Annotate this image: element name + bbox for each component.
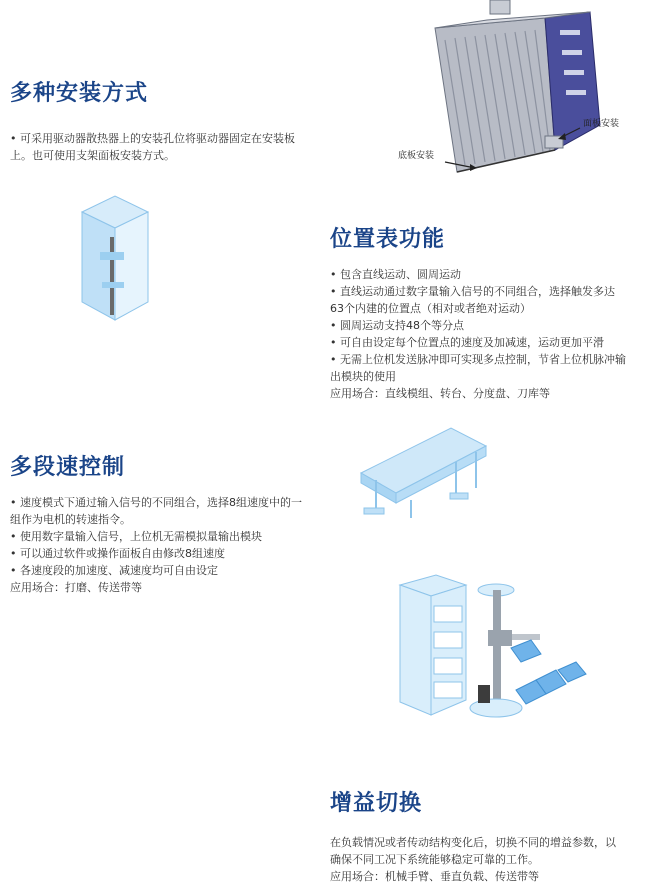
- text-line: 应用场合：直线模组、转台、分度盘、刀库等: [330, 387, 550, 400]
- text-line: • 包含直线运动、圆周运动: [330, 268, 461, 281]
- section-title-gain-switching: 增益切换: [330, 791, 423, 816]
- section-body-gain-switching: [330, 834, 652, 885]
- text-line: 应用场合：机械手臂、垂直负载、传送带等: [330, 870, 539, 883]
- robot-arm-stacker-image: [396, 570, 596, 725]
- text-line: • 可自由设定每个位置点的速度及加减速，运动更加平滑: [330, 336, 604, 349]
- text-line: 出模块的使用: [330, 370, 396, 383]
- text-line: 63个内建的位置点（相对或者绝对运动）: [330, 302, 531, 315]
- text-line: • 速度模式下通过输入信号的不同组合，选择8组速度中的一: [10, 496, 302, 509]
- text-line: • 可以通过软件或操作面板自由修改8组速度: [10, 547, 225, 560]
- text-line: 在负载情况或者传动结构变化后，切换不同的增益参数，以: [330, 836, 616, 849]
- text-line: 上。也可使用支架面板安装方式。: [10, 149, 175, 162]
- text-line: • 使用数字量输入信号，上位机无需模拟量输出模块: [10, 530, 262, 543]
- text-line: • 无需上位机发送脉冲即可实现多点控制，节省上位机脉冲输: [330, 353, 626, 366]
- section-body-multi-speed: [10, 494, 330, 596]
- conveyor-belt-image: [356, 418, 491, 523]
- text-line: 应用场合：打磨、传送带等: [10, 581, 142, 594]
- section-title-mounting: 多种安装方式: [10, 81, 149, 106]
- text-line: 确保不同工况下系统能够稳定可靠的工作。: [330, 853, 539, 866]
- panel-mount-label: 面板安装: [583, 119, 620, 129]
- section-title-position-table: 位置表功能: [330, 227, 446, 252]
- section-body-mounting: [10, 130, 295, 164]
- text-line: • 可采用驱动器散热器上的安装孔位将驱动器固定在安装板: [10, 132, 295, 145]
- text-line: 组作为电机的转速指令。: [10, 513, 131, 526]
- text-line: • 直线运动通过数字量输入信号的不同组合，选择触发多达: [330, 285, 615, 298]
- text-line: • 圆周运动支持48个等分点: [330, 319, 464, 332]
- base-mount-label: 底板安装: [398, 151, 435, 161]
- section-title-multi-speed: 多段速控制: [10, 455, 126, 480]
- section-body-position-table: [330, 266, 652, 402]
- text-line: • 各速度段的加速度、减速度均可自由设定: [10, 564, 218, 577]
- tool-magazine-image: [80, 192, 150, 322]
- servo-drive-mounting-image: [395, 0, 653, 180]
